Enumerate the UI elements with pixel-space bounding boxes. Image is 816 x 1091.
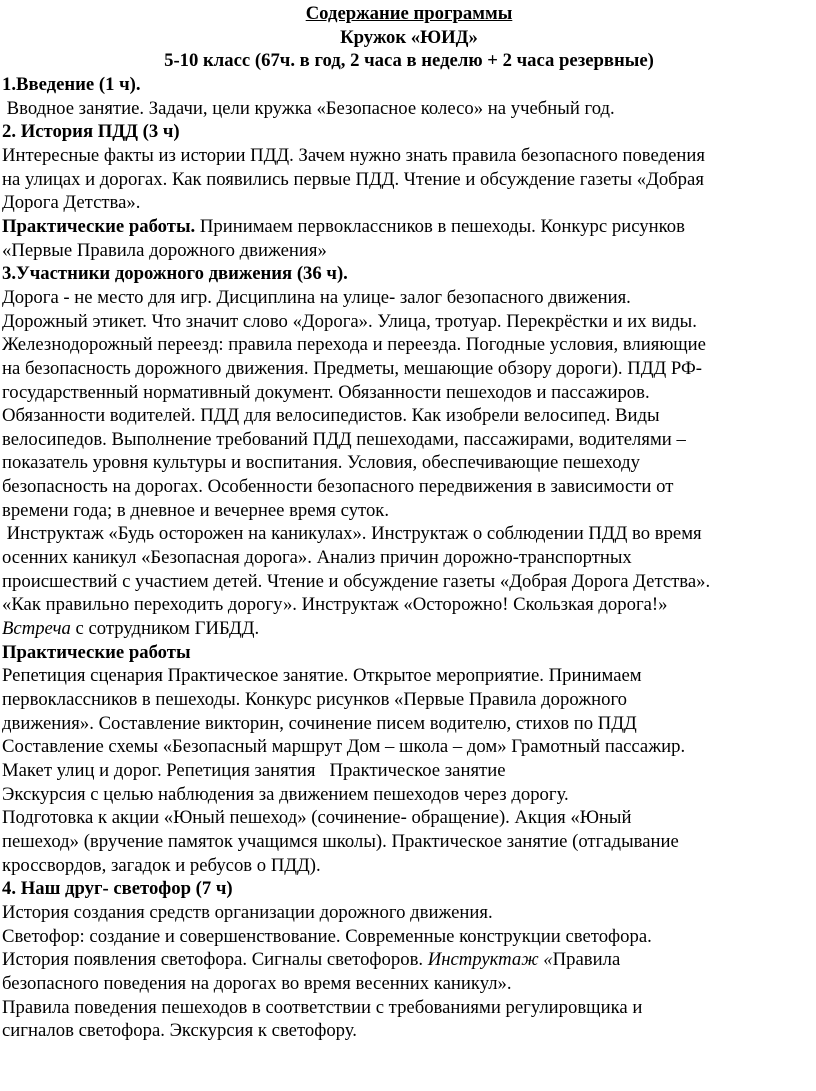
section-introduction	[2, 73, 816, 120]
paragraph-line: «Первые Правила дорожного движения»	[2, 239, 327, 261]
section-heading: 4. Наш друг- светофор (7 ч)	[2, 878, 233, 900]
instruction-line	[2, 948, 816, 972]
paragraph-line: История создания средств организации дорожного движения.	[2, 901, 493, 923]
practical-label: Практические работы.	[2, 215, 196, 237]
paragraph-line: Подготовка к акции «Юный пешеход» (сочинение- обращение). Акция «Юный	[2, 807, 632, 829]
paragraph-line: происшествий с участием детей. Чтение и обсуждение газеты «Добрая Дорога Детства».	[2, 570, 711, 592]
paragraph-line: Дорожный этикет. Что значит слово «Дорога». Улица, тротуар. Перекрёстки и их виды.	[2, 310, 697, 332]
paragraph-line: кроссвордов, загадок и ребусов о ПДД).	[2, 854, 321, 876]
paragraph-line: безопасного поведения на дорогах во время весенних каникул».	[2, 972, 512, 994]
meeting-text: с сотрудником ГИБДД.	[70, 618, 260, 640]
paragraph-line: Железнодорожный переезд: правила перехода и переезда. Погодные условия, влияющие	[2, 334, 706, 356]
paragraph-line: государственный нормативный документ. Обязанности пешеходов и пассажиров.	[2, 381, 650, 403]
paragraph-line: показатель уровня культуры и воспитания. Условия, обеспечивающие пешеходу	[2, 452, 640, 474]
section-heading: 1.Введение (1 ч).	[2, 73, 141, 95]
paragraph-line: пешеход» (вручение памяток учащимся школы). Практическое занятие (отгадывание	[2, 830, 679, 852]
paragraph-line: «Как правильно переходить дорогу». Инструктаж «Осторожно! Скользкая дорога!»	[2, 594, 668, 616]
paragraph-line: осенних каникул «Безопасная дорога». Анализ причин дорожно-транспортных	[2, 547, 632, 569]
paragraph-line: Дорога - не место для игр. Дисциплина на улице- залог безопасного движения.	[2, 286, 631, 308]
document-subtitle: Кружок «ЮИД»	[340, 26, 478, 48]
paragraph-line: Инструктаж «Будь осторожен на каникулах». Инструктаж о соблюдении ПДД во время	[2, 523, 702, 545]
paragraph-line: Репетиция сценария Практическое занятие. Открытое мероприятие. Принимаем	[2, 665, 642, 687]
section-heading: 3.Участники дорожного движения (36 ч).	[2, 263, 348, 285]
paragraph-line: Экскурсия с целью наблюдения за движением пешеходов через дорогу.	[2, 783, 569, 805]
paragraph-line: Светофор: создание и совершенствование. Современные конструкции светофора.	[2, 925, 652, 947]
paragraph-line: Правила поведения пешеходов в соответствии с требованиями регулировщика и	[2, 996, 643, 1018]
meeting-line	[2, 617, 816, 641]
section-heading: 2. История ПДД (3 ч)	[2, 121, 180, 143]
section-history	[2, 120, 816, 262]
paragraph-line: Интересные факты из истории ПДД. Зачем нужно знать правила безопасного поведения	[2, 144, 705, 166]
paragraph-line: Составление схемы «Безопасный маршрут Дом – школа – дом» Грамотный пассажир.	[2, 736, 686, 758]
paragraph-line: на улицах и дорогах. Как появились первые ПДД. Чтение и обсуждение газеты «Добрая	[2, 168, 704, 190]
practical-line	[2, 215, 816, 239]
paragraph-line: времени года; в дневное и вечернее время суток.	[2, 499, 390, 521]
practical-heading: Практические работы	[2, 641, 191, 663]
practical-text: Принимаем первоклассников в пешеходы. Конкурс рисунков	[195, 215, 685, 237]
paragraph-line: безопасность на дорогах. Особенности безопасного передвижения в зависимости от	[2, 476, 674, 498]
document-title: Содержание программы	[305, 3, 513, 24]
paragraph-line: Вводное занятие. Задачи, цели кружка «Безопасное колесо» на учебный год.	[2, 97, 615, 119]
instruction-italic: Инструктаж «	[427, 949, 553, 971]
meeting-italic: Встреча	[2, 618, 71, 640]
paragraph-line: Дорога Детства».	[2, 192, 141, 214]
paragraph-line: Макет улиц и дорог. Репетиция занятия Практическое занятие	[2, 760, 506, 781]
paragraph-line: сигналов светофора. Экскурсия к светофору.	[2, 1020, 357, 1042]
paragraph-line: движения». Составление викторин, сочинение писем водителю, стихов по ПДД	[2, 712, 637, 734]
instruction-after: Правила	[552, 949, 621, 971]
section-participants	[2, 262, 816, 877]
grade-line: 5-10 класс (67ч. в год, 2 часа в неделю + 2 часа резервные)	[164, 50, 654, 72]
paragraph-line: Обязанности водителей. ПДД для велосипедистов. Как изобрели велосипед. Виды	[2, 405, 660, 427]
paragraph-line: на безопасность дорожного движения. Предметы, мешающие обзору дороги). ПДД РФ-	[2, 357, 702, 379]
section-traffic-light	[2, 877, 816, 1043]
paragraph-line: первоклассников в пешеходы. Конкурс рисунков «Первые Правила дорожного	[2, 689, 628, 711]
paragraph-line: велосипедов. Выполнение требований ПДД пешеходами, пассажирами, водителями –	[2, 428, 686, 450]
instruction-before: История появления светофора. Сигналы светофоров.	[2, 949, 428, 971]
